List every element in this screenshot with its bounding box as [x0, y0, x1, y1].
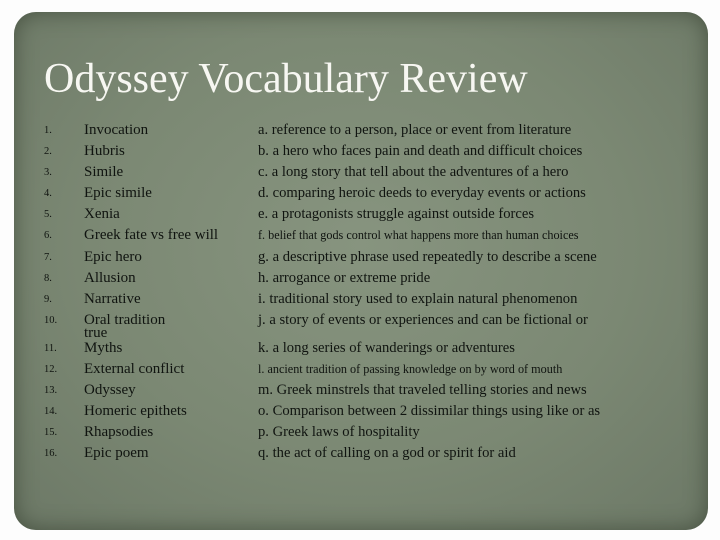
definition-item: l. ancient tradition of passing knowledge on by word of mouth	[258, 362, 563, 376]
term-label: Narrative	[84, 291, 141, 307]
term-continuation: true	[84, 325, 108, 341]
definition-item: e. a protagonists struggle against outside forces	[258, 206, 534, 222]
definition-item: q. the act of calling on a god or spirit for aid	[258, 445, 516, 461]
term-label: Greek fate vs free will	[84, 227, 219, 243]
term-label: Xenia	[84, 206, 120, 222]
definition-item: b. a hero who faces pain and death and difficult choices	[258, 143, 583, 159]
term-number: 1.	[44, 125, 52, 136]
term-label: Epic hero	[84, 249, 142, 265]
term-number: 12.	[44, 364, 58, 375]
definition-item: f. belief that gods control what happens more than human choices	[258, 228, 579, 242]
definition-item: h. arrogance or extreme pride	[258, 270, 431, 286]
term-label: External conflict	[84, 361, 185, 377]
term-number: 7.	[44, 252, 52, 263]
definition-item: j. a story of events or experiences and can be fictional or	[258, 312, 588, 328]
definition-item: i. traditional story used to explain natural phenomenon	[258, 291, 578, 307]
term-number: 14.	[44, 406, 58, 417]
definition-item: c. a long story that tell about the adventures of a hero	[258, 164, 569, 180]
definition-item: d. comparing heroic deeds to everyday events or actions	[258, 185, 586, 201]
term-number: 11.	[44, 343, 57, 354]
slide-title: Odyssey Vocabulary Review	[44, 56, 528, 102]
term-number: 15.	[44, 427, 58, 438]
term-label: Allusion	[84, 270, 136, 286]
term-label: Epic poem	[84, 445, 149, 461]
definition-item: p. Greek laws of hospitality	[258, 424, 420, 440]
term-number: 3.	[44, 167, 52, 178]
term-number: 2.	[44, 146, 52, 157]
term-number: 8.	[44, 273, 52, 284]
definition-item: k. a long series of wanderings or adventures	[258, 340, 515, 356]
term-number: 4.	[44, 188, 52, 199]
definition-item: o. Comparison between 2 dissimilar things using like or as	[258, 403, 601, 419]
term-number: 6.	[44, 230, 52, 241]
term-number: 16.	[44, 448, 58, 459]
term-label: Invocation	[84, 122, 149, 138]
definition-item: a. reference to a person, place or event from literature	[258, 122, 572, 138]
term-label: Simile	[84, 164, 124, 180]
term-number: 10.	[44, 315, 58, 326]
term-label: Hubris	[84, 143, 125, 159]
term-number: 9.	[44, 294, 52, 305]
term-label: Myths	[84, 340, 123, 356]
term-label: Oral tradition	[84, 312, 166, 328]
term-label: Epic simile	[84, 185, 152, 201]
definition-item: g. a descriptive phrase used repeatedly to describe a scene	[258, 249, 597, 265]
term-number: 5.	[44, 209, 52, 220]
term-label: Odyssey	[84, 382, 136, 398]
definition-item: m. Greek minstrels that traveled telling stories and news	[258, 382, 587, 398]
term-label: Rhapsodies	[84, 424, 154, 440]
term-label: Homeric epithets	[84, 403, 187, 419]
term-number: 13.	[44, 385, 58, 396]
